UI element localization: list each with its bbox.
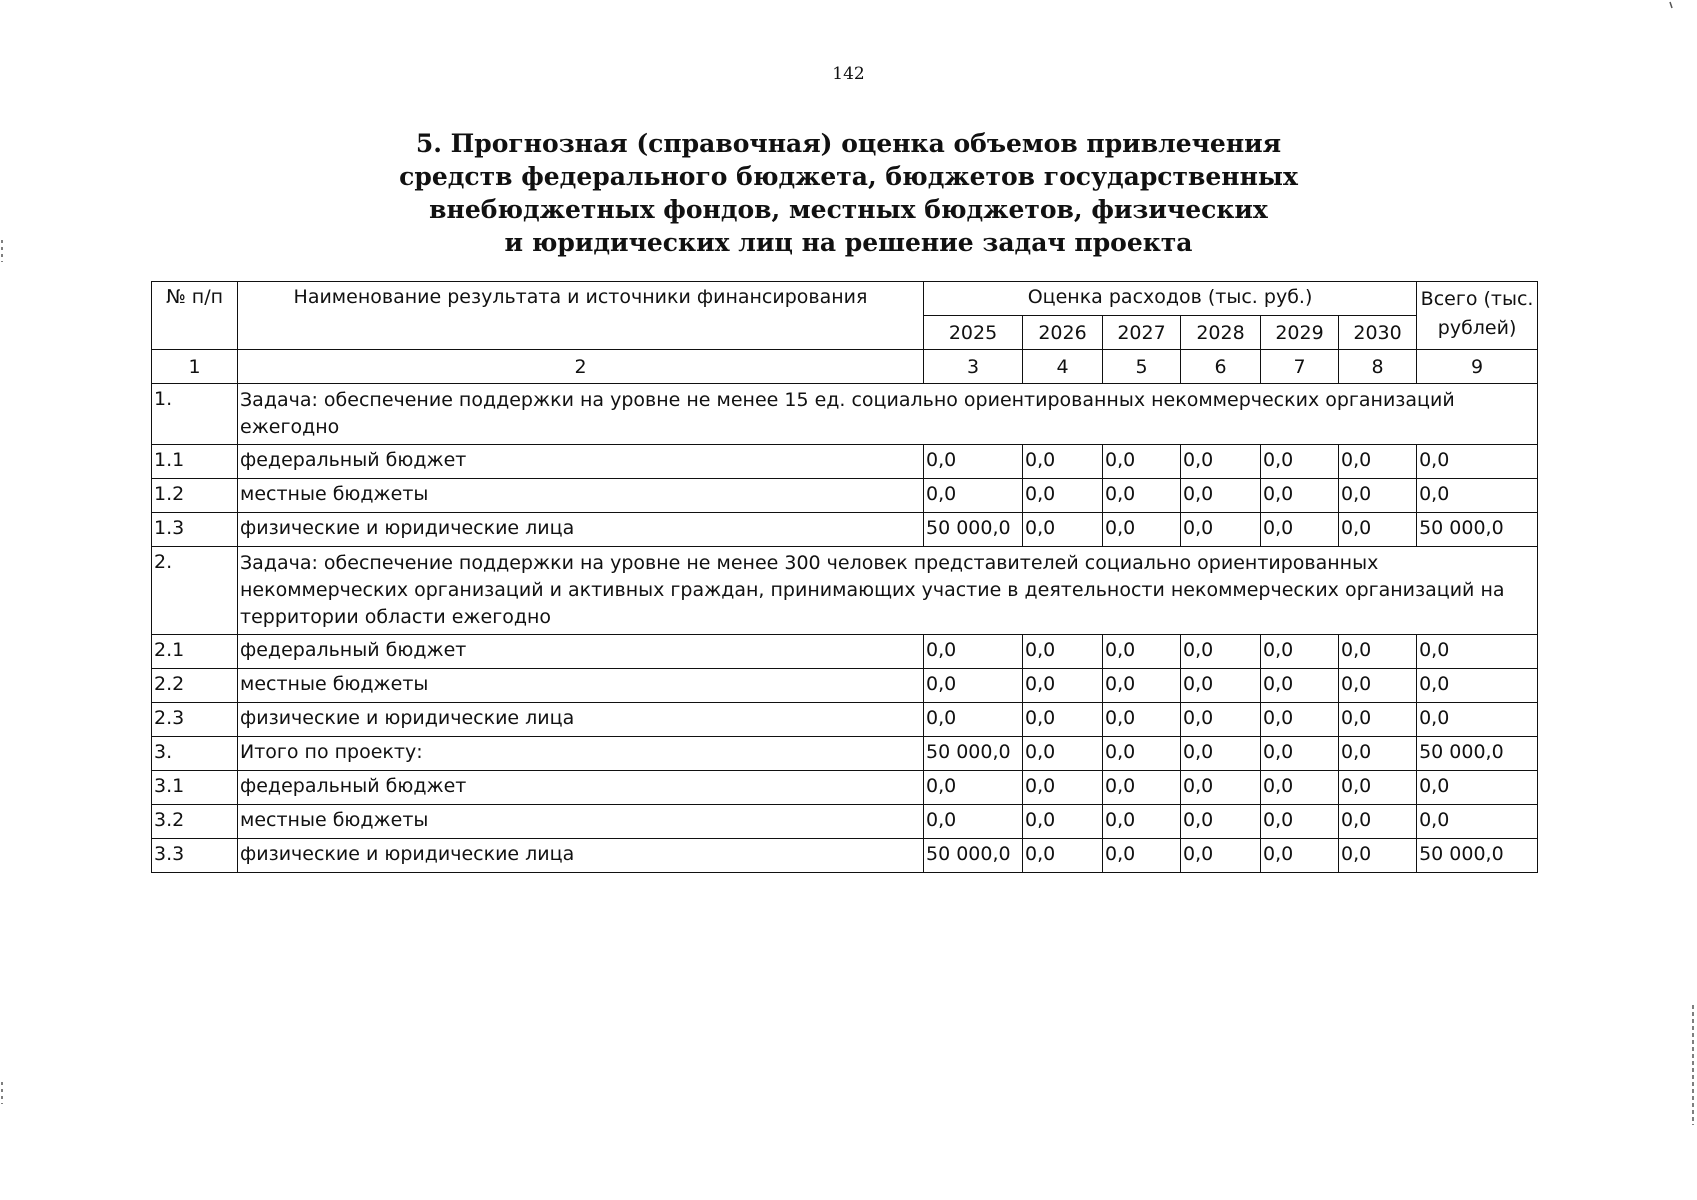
- row-number: 2.: [152, 547, 238, 635]
- row-number: 3.1: [152, 771, 238, 805]
- year-value-cell: 0,0: [1339, 771, 1417, 805]
- header-year: 2026: [1023, 316, 1103, 350]
- funding-source-name: федеральный бюджет: [238, 635, 924, 669]
- year-value-cell: 0,0: [1261, 771, 1339, 805]
- funding-source-name: местные бюджеты: [238, 479, 924, 513]
- year-value-cell: 0,0: [1181, 445, 1261, 479]
- year-value-cell: 0,0: [1023, 703, 1103, 737]
- year-value-cell: 0,0: [1181, 737, 1261, 771]
- row-number: 2.2: [152, 669, 238, 703]
- year-value-cell: 0,0: [1023, 771, 1103, 805]
- year-value-cell: 0,0: [1181, 703, 1261, 737]
- total-value-cell: 0,0: [1417, 771, 1538, 805]
- year-value-cell: 0,0: [1339, 839, 1417, 873]
- funding-source-name: физические и юридические лица: [238, 513, 924, 547]
- row-number: 2.1: [152, 635, 238, 669]
- year-value-cell: 0,0: [1339, 513, 1417, 547]
- total-value-cell: 0,0: [1417, 635, 1538, 669]
- funding-source-name: Итого по проекту:: [238, 737, 924, 771]
- year-value-cell: 0,0: [1261, 635, 1339, 669]
- header-num: № п/п: [152, 282, 238, 350]
- year-value-cell: 0,0: [1181, 479, 1261, 513]
- year-value-cell: 0,0: [1261, 703, 1339, 737]
- year-value-cell: 0,0: [1181, 669, 1261, 703]
- year-value-cell: 0,0: [1103, 771, 1181, 805]
- year-value-cell: 0,0: [1023, 479, 1103, 513]
- year-value-cell: 0,0: [924, 703, 1023, 737]
- year-value-cell: 0,0: [1023, 635, 1103, 669]
- total-value-cell: 50 000,0: [1417, 839, 1538, 873]
- row-number: 2.3: [152, 703, 238, 737]
- column-number-cell: 5: [1103, 350, 1181, 384]
- year-value-cell: 0,0: [1339, 445, 1417, 479]
- column-number-cell: 6: [1181, 350, 1261, 384]
- year-value-cell: 0,0: [1261, 805, 1339, 839]
- header-name: Наименование результата и источники финансирования: [238, 282, 924, 350]
- year-value-cell: 0,0: [924, 445, 1023, 479]
- column-number-cell: 3: [924, 350, 1023, 384]
- year-value-cell: 0,0: [1181, 839, 1261, 873]
- year-value-cell: 0,0: [1261, 737, 1339, 771]
- funding-source-name: местные бюджеты: [238, 805, 924, 839]
- total-value-cell: 0,0: [1417, 479, 1538, 513]
- year-value-cell: 0,0: [924, 771, 1023, 805]
- scan-mark: [1670, 2, 1672, 8]
- year-value-cell: 0,0: [1103, 737, 1181, 771]
- column-number-cell: 1: [152, 350, 238, 384]
- year-value-cell: 0,0: [924, 479, 1023, 513]
- total-value-cell: 0,0: [1417, 703, 1538, 737]
- header-year: 2025: [924, 316, 1023, 350]
- year-value-cell: 0,0: [1103, 479, 1181, 513]
- year-value-cell: 50 000,0: [924, 839, 1023, 873]
- year-value-cell: 0,0: [1261, 479, 1339, 513]
- year-value-cell: 0,0: [1023, 445, 1103, 479]
- year-value-cell: 0,0: [1261, 513, 1339, 547]
- year-value-cell: 0,0: [1103, 805, 1181, 839]
- year-value-cell: 0,0: [1339, 669, 1417, 703]
- year-value-cell: 0,0: [1261, 445, 1339, 479]
- funding-source-name: местные бюджеты: [238, 669, 924, 703]
- funding-source-name: физические и юридические лица: [238, 703, 924, 737]
- funding-source-name: физические и юридические лица: [238, 839, 924, 873]
- year-value-cell: 0,0: [1103, 839, 1181, 873]
- year-value-cell: 0,0: [1103, 635, 1181, 669]
- year-value-cell: 0,0: [1339, 479, 1417, 513]
- year-value-cell: 50 000,0: [924, 513, 1023, 547]
- year-value-cell: 0,0: [1023, 805, 1103, 839]
- year-value-cell: 0,0: [1339, 635, 1417, 669]
- header-year: 2030: [1339, 316, 1417, 350]
- page-number: 142: [832, 64, 865, 84]
- year-value-cell: 0,0: [1181, 635, 1261, 669]
- year-value-cell: 0,0: [1103, 703, 1181, 737]
- year-value-cell: 0,0: [1181, 771, 1261, 805]
- title-line: внебюджетных фондов, местных бюджетов, физических: [429, 195, 1268, 224]
- column-number-cell: 9: [1417, 350, 1538, 384]
- row-number: 1.3: [152, 513, 238, 547]
- year-value-cell: 0,0: [1339, 805, 1417, 839]
- year-value-cell: 0,0: [924, 635, 1023, 669]
- row-number: 3.2: [152, 805, 238, 839]
- column-number-cell: 4: [1023, 350, 1103, 384]
- year-value-cell: 0,0: [1103, 445, 1181, 479]
- row-number: 1.2: [152, 479, 238, 513]
- title-line: и юридических лиц на решение задач проекта: [504, 228, 1193, 257]
- task-description: Задача: обеспечение поддержки на уровне не менее 15 ед. социально ориентированных некоммерческих организаций ежегодно: [238, 384, 1538, 445]
- row-number: 3.3: [152, 839, 238, 873]
- total-value-cell: 50 000,0: [1417, 513, 1538, 547]
- year-value-cell: 0,0: [1261, 839, 1339, 873]
- year-value-cell: 0,0: [1103, 669, 1181, 703]
- row-number: 1.1: [152, 445, 238, 479]
- total-value-cell: 0,0: [1417, 445, 1538, 479]
- year-value-cell: 50 000,0: [924, 737, 1023, 771]
- header-year: 2028: [1181, 316, 1261, 350]
- year-value-cell: 0,0: [924, 669, 1023, 703]
- column-number-cell: 8: [1339, 350, 1417, 384]
- row-number: 1.: [152, 384, 238, 445]
- year-value-cell: 0,0: [1261, 669, 1339, 703]
- column-number-cell: 7: [1261, 350, 1339, 384]
- total-value-cell: 0,0: [1417, 669, 1538, 703]
- year-value-cell: 0,0: [1023, 513, 1103, 547]
- header-year: 2029: [1261, 316, 1339, 350]
- year-value-cell: 0,0: [1181, 513, 1261, 547]
- total-value-cell: 50 000,0: [1417, 737, 1538, 771]
- year-value-cell: 0,0: [1023, 669, 1103, 703]
- task-description: Задача: обеспечение поддержки на уровне не менее 300 человек представителей социально ориентированных некоммерческих организаций и активных граждан, принимающих участие в деятельности некоммерческих организаций на территории области ежегодно: [238, 547, 1538, 635]
- total-value-cell: 0,0: [1417, 805, 1538, 839]
- year-value-cell: 0,0: [1339, 737, 1417, 771]
- header-costs: Оценка расходов (тыс. руб.): [924, 282, 1417, 316]
- header-total: Всего (тыс. рублей): [1417, 282, 1538, 350]
- year-value-cell: 0,0: [1181, 805, 1261, 839]
- year-value-cell: 0,0: [1023, 737, 1103, 771]
- year-value-cell: 0,0: [924, 805, 1023, 839]
- funding-source-name: федеральный бюджет: [238, 771, 924, 805]
- year-value-cell: 0,0: [1339, 703, 1417, 737]
- column-number-cell: 2: [238, 350, 924, 384]
- year-value-cell: 0,0: [1103, 513, 1181, 547]
- year-value-cell: 0,0: [1023, 839, 1103, 873]
- funding-source-name: федеральный бюджет: [238, 445, 924, 479]
- title-line: средств федерального бюджета, бюджетов государственных: [399, 162, 1298, 191]
- header-year: 2027: [1103, 316, 1181, 350]
- title-line: 5. Прогнозная (справочная) оценка объемов привлечения: [415, 129, 1282, 158]
- row-number: 3.: [152, 737, 238, 771]
